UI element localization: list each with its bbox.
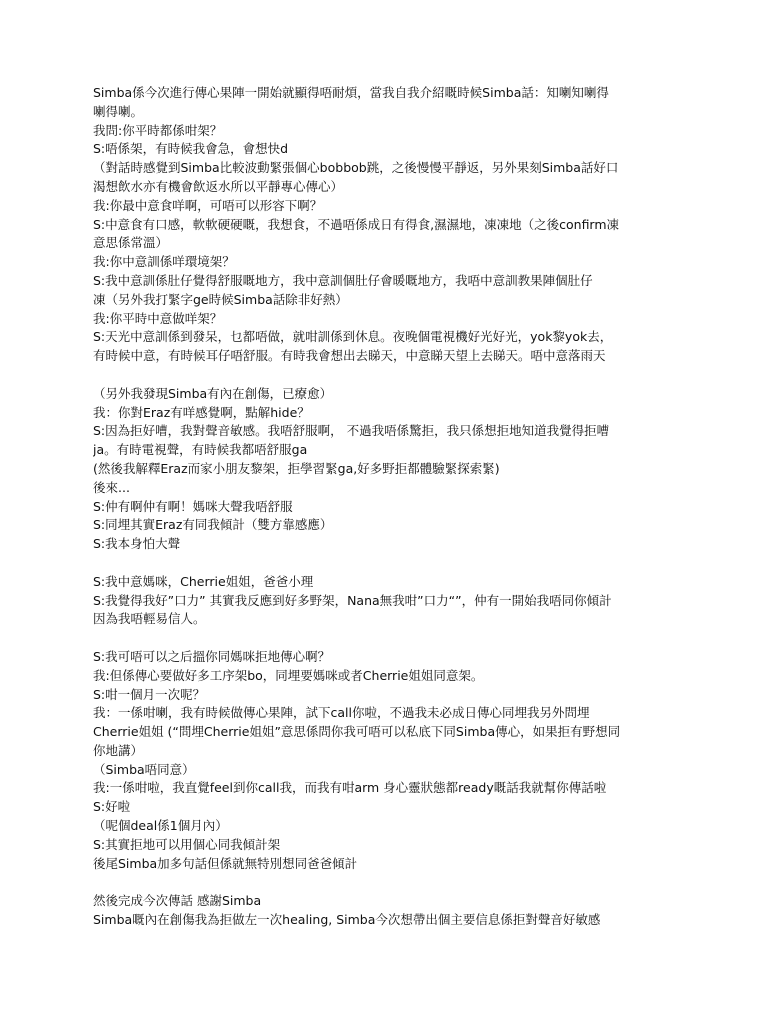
text-line: 我問:你平時都係咁架？ — [93, 122, 223, 138]
text-line: 我：一係咁喇，我有時候做傳心果陣，試下call你啦，不過我未必成日傳心同埋我另外問埋 — [93, 705, 590, 721]
blank-line — [93, 629, 672, 648]
text-line: 有時候中意，有時候耳仔唔舒服。有時我會想出去睇天，中意睇天望上去睇天。唔中意落雨天 — [93, 348, 606, 364]
text-line: S:我覺得我好”口力” 其實我反應到好多野架，Nana無我咁”口力“”，仲有一開始我唔同你傾計 — [93, 592, 612, 608]
text-line: （另外我發現Simba有內在創傷，已療愈） — [93, 385, 333, 401]
text-line: S:同埋其實Eraz有同我傾計（雙方靠感應） — [93, 517, 333, 533]
text-line: 我:一係咁啦，我直覺feel到你call我，而我有咁arm 身心靈狀態都ready嘅話我就幫你傳話啦 — [93, 780, 607, 796]
text-line: 我：你對Eraz有咩感覺啊，點解hide？ — [93, 404, 310, 420]
text-line: 我:你平時中意做咩架？ — [93, 310, 223, 326]
text-line: 意思係常溫） — [93, 235, 169, 251]
text-line: 渴想飲水亦有機會飲返水所以平靜專心傳心） — [93, 178, 344, 194]
text-line: S:天光中意訓係到發呆，乜都唔做，就咁訓係到休息。夜晚個電視機好光好光，yok黎yok去， — [93, 329, 613, 345]
text-line: 喇得喇。 — [93, 103, 144, 119]
text-line: S:仲有啊仲有啊！媽咪大聲我唔舒服 — [93, 498, 293, 514]
text-line: (然後我解釋Eraz而家小朋友黎架，拒學習緊ga,好多野拒都體驗緊探索緊) — [93, 460, 500, 476]
blank-line — [93, 366, 672, 385]
text-line: Cherrie姐姐 (“問埋Cherrie姐姐”意思係問你我可唔可以私底下同Simba傳心，如果拒有野想同 — [93, 724, 621, 740]
text-line: 然後完成今次傳話 感謝Simba — [93, 893, 262, 909]
text-line: 我:你中意訓係咩環境架？ — [93, 254, 235, 270]
text-line: S:好啦 — [93, 799, 131, 815]
text-line: S:因為拒好嘈，我對聲音敏感。我唔舒服啊， 不過我唔係驚拒，我只係想拒地知道我覺得拒嘈 — [93, 423, 610, 439]
text-line: 凍（另外我打緊字ge時候Simba話除非好熱） — [93, 291, 348, 307]
text-line: 我:你最中意食咩啊，可唔可以形容下啊？ — [93, 197, 323, 213]
text-line: S:我可唔可以之后搵你同媽咪拒地傳心啊？ — [93, 648, 331, 664]
text-line: Simba係今次進行傳心果陣一開始就顯得唔耐煩，當我自我介紹嘅時候Simba話：知喇知喇得 — [93, 85, 609, 100]
text-line: 後尾Simba加多句話但係就無特別想同爸爸傾計 — [93, 855, 358, 871]
text-line: S:中意食有口感，軟軟硬硬嘅，我想食，不過唔係成日有得食,濕濕地，凍凍地（之後confirm凍 — [93, 216, 620, 232]
blank-line — [93, 554, 672, 573]
text-line: （對話時感覺到Simba比較波動緊張個心bobbob跳，之後慢慢平靜返，另外果刻Simba話好口 — [93, 160, 619, 176]
text-line: S:其實拒地可以用個心同我傾計架 — [93, 836, 281, 852]
text-line: 後來... — [93, 479, 130, 495]
text-line: ja。有時電視聲，有時候我都唔舒服ga — [93, 442, 308, 458]
text-line: （Simba唔同意） — [93, 761, 195, 777]
text-line: S:我中意訓係肚仔覺得舒服嘅地方，我中意訓個肚仔會暖嘅地方，我唔中意訓教果陣個肚仔 — [93, 272, 593, 288]
text-line: 因為我唔輕易信人。 — [93, 611, 206, 627]
text-line: Simba嘅內在創傷我為拒做左一次healing, Simba今次想帶出個主要信息係拒對聲音好敏感 — [93, 912, 601, 928]
text-line: S:我本身怕大聲 — [93, 536, 181, 552]
text-line: （呢個deal係1個月內） — [93, 818, 228, 834]
text-line: S:唔係架，有時候我會急，會想快d — [93, 141, 289, 157]
text-line: 你地講） — [93, 742, 144, 758]
text-line: S:我中意媽咪，Cherrie姐姐，爸爸小理 — [93, 573, 314, 589]
blank-line — [93, 873, 672, 892]
text-line: S:咁一個月一次呢？ — [93, 686, 206, 702]
text-line: 我:但係傳心要做好多工序架bo，同埋要媽咪或者Cherrie姐姐同意架。 — [93, 667, 484, 683]
